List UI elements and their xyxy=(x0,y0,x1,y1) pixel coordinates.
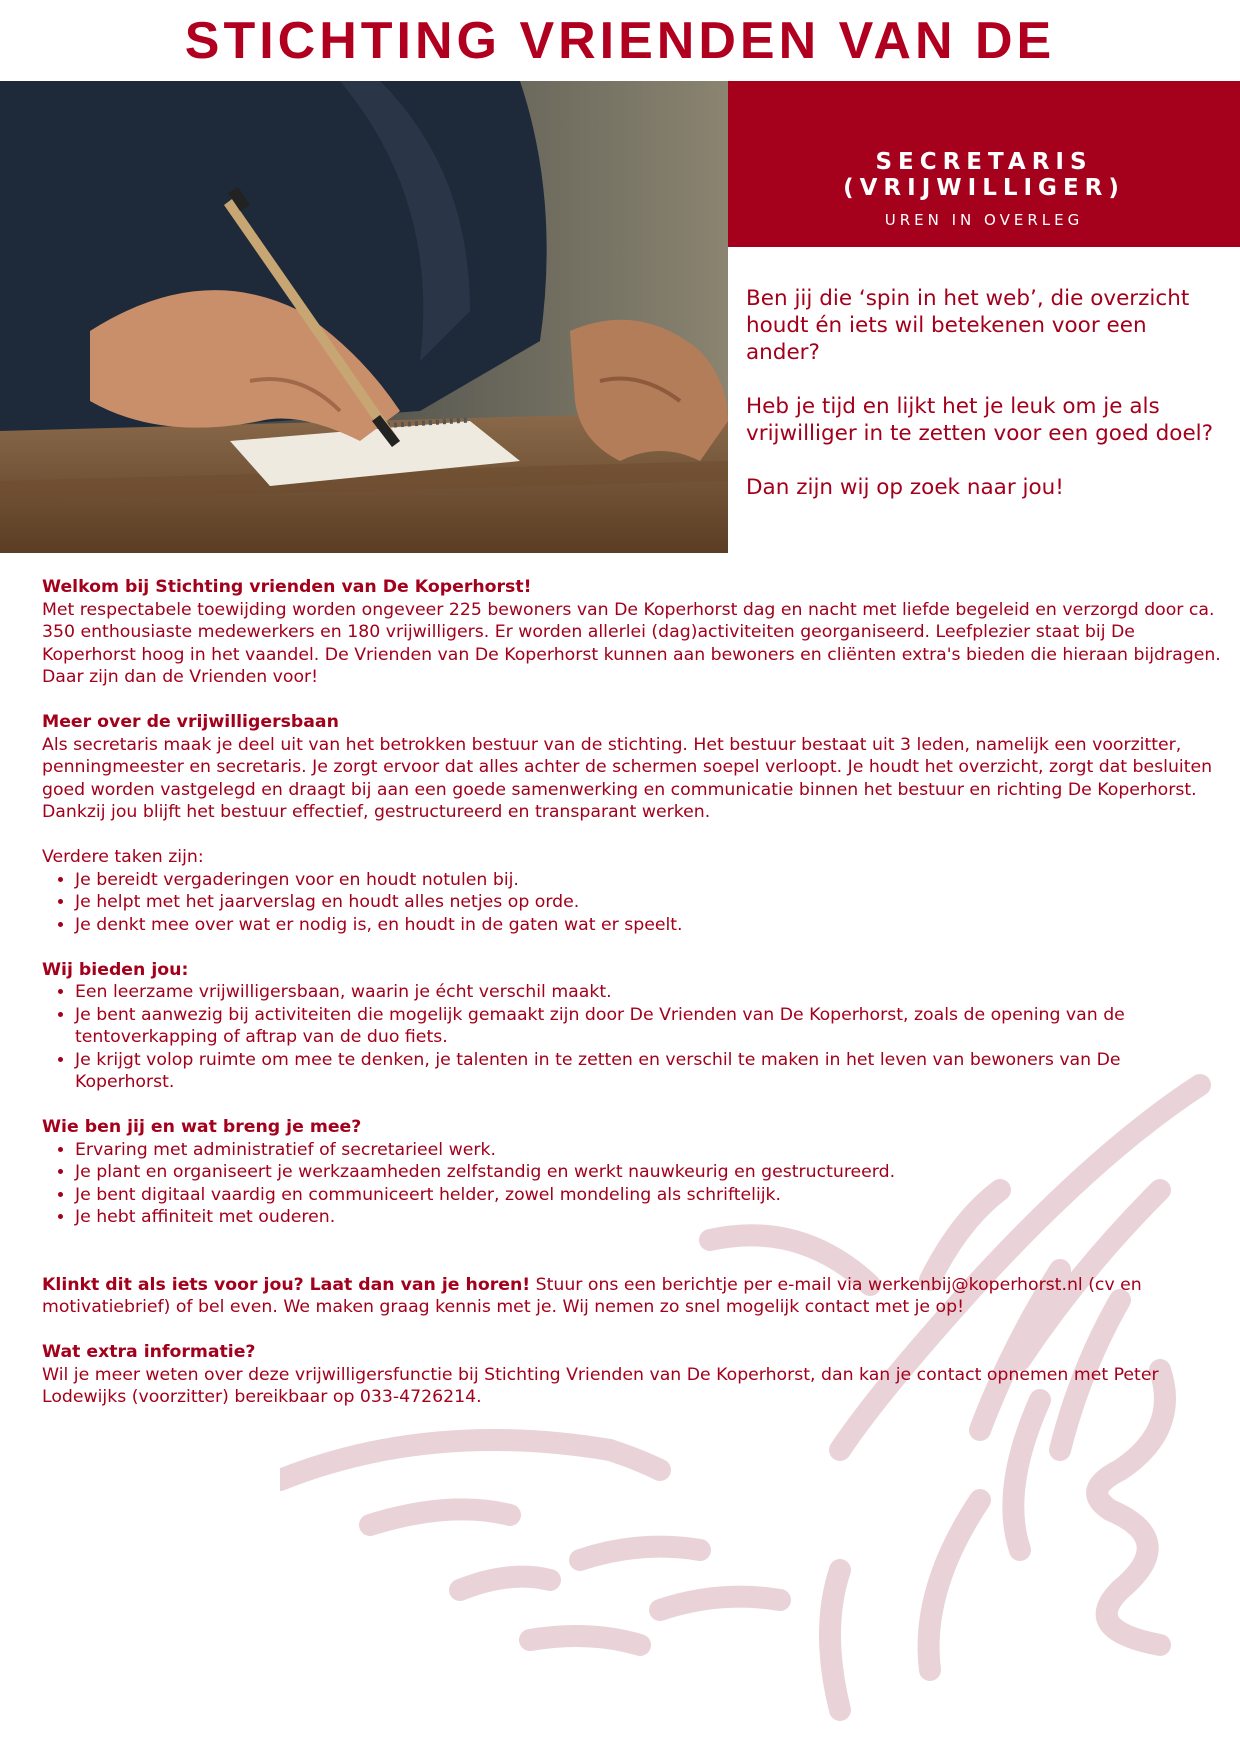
tasks-list xyxy=(42,869,1222,937)
welcome-text: Met respectabele toewijding worden ongeveer 225 bewoners van De Koperhorst dag en nacht met liefde begeleid en verzorgd door ca. 350 enthousiaste medewerkers en 180 vrijwilligers. Er worden allerlei (dag)activiteiten georganiseerd. Leefplezier staat bij De Koperhorst hoog in het vaandel. De Vrienden van De Koperhorst kunnen aan bewoners en cliënten extra's bieden die hieraan bijdragen. Daar zijn dan de Vrienden voor! xyxy=(42,599,1221,687)
intro-text xyxy=(746,285,1226,528)
list-item: • Je krijgt volop ruimte om mee te denken, je talenten in te zetten en verschil te maken in het leven van bewoners van De Koperhorst. xyxy=(75,1049,1222,1094)
more-heading: Meer over de vrijwilligersbaan xyxy=(42,712,339,732)
tasks-intro: Verdere taken zijn: xyxy=(42,847,204,867)
intro-paragraph-3: Dan zijn wij op zoek naar jou! xyxy=(746,475,1064,500)
extra-heading: Wat extra informatie? xyxy=(42,1342,256,1362)
welcome-heading: Welkom bij Stichting vrienden van De Koperhorst! xyxy=(42,577,532,597)
list-item: • Je hebt affiniteit met ouderen. xyxy=(75,1206,1222,1229)
more-text: Als secretaris maak je deel uit van het betrokken bestuur van de stichting. Het bestuur bestaat uit 3 leden, namelijk een voorzitter, penningmeester en secretaris. Je zorgt ervoor dat alles achter de schermen soepel verloopt. Je houdt het overzicht, zorgt dat besluiten goed worden vastgelegd en draagt bij aan een goede samenwerking en communicatie binnen het bestuur en richting De Koperhorst. Dankzij jou blijft het bestuur effectief, gestructureerd en transparant werken. xyxy=(42,734,1213,822)
role-title: SECRETARIS (VRIJWILLIGER) xyxy=(843,149,1125,201)
contact-details: Stuur ons een berichtje per e-mail via werkenbij@koperhorst.nl (cv en motivatiebrief) of bel even. We maken graag kennis met je. Wij nemen zo snel mogelijk contact met je op! xyxy=(42,1274,1142,1317)
list-item: • Je bereidt vergaderingen voor en houdt notulen bij. xyxy=(75,869,1222,892)
role-hours: UREN IN OVERLEG xyxy=(884,211,1084,229)
list-item: • Ervaring met administratief of secretarieel werk. xyxy=(75,1139,1222,1162)
profile-heading: Wie ben jij en wat breng je mee? xyxy=(42,1117,362,1137)
list-item: • Je denkt mee over wat er nodig is, en houdt in de gaten wat er speelt. xyxy=(75,914,1222,937)
extra-text: Wil je meer weten over deze vrijwilligersfunctie bij Stichting Vrienden van De Koperhorst, dan kan je contact opnemen met Peter Lodewijks (voorzitter) bereikbaar op 033-4726214. xyxy=(42,1364,1159,1407)
contact-text xyxy=(42,1274,1222,1319)
hero-photo xyxy=(0,81,728,553)
list-item: • Je helpt met het jaarverslag en houdt alles netjes op orde. xyxy=(75,891,1222,914)
list-item: • Een leerzame vrijwilligersbaan, waarin je écht verschil maakt. xyxy=(75,981,1222,1004)
page-title: STICHTING VRIENDEN VAN DE xyxy=(184,12,1056,70)
intro-paragraph-2: Heb je tijd en lijkt het je leuk om je als vrijwilliger in te zetten voor een goed doel? xyxy=(746,394,1214,446)
list-item: • Je plant en organiseert je werkzaamheden zelfstandig en werkt nauwkeurig en gestructureerd. xyxy=(75,1161,1222,1184)
offer-heading: Wij bieden jou: xyxy=(42,959,189,980)
offer-list xyxy=(42,981,1222,1094)
job-description xyxy=(42,576,1222,1409)
list-item: • Je bent digitaal vaardig en communiceert helder, zowel mondeling als schriftelijk. xyxy=(75,1184,1222,1207)
contact-call-to-action: Klinkt dit als iets voor jou? Laat dan van je horen! xyxy=(42,1274,531,1295)
list-item: • Je bent aanwezig bij activiteiten die mogelijk gemaakt zijn door De Vrienden van De Koperhorst, zoals de opening van de tentoverkapping of aftrap van de duo fiets. xyxy=(75,1004,1222,1049)
role-banner xyxy=(728,81,1240,247)
intro-paragraph-1: Ben jij die ‘spin in het web’, die overzicht houdt én iets wil betekenen voor een ander? xyxy=(746,286,1190,365)
profile-list xyxy=(42,1139,1222,1229)
